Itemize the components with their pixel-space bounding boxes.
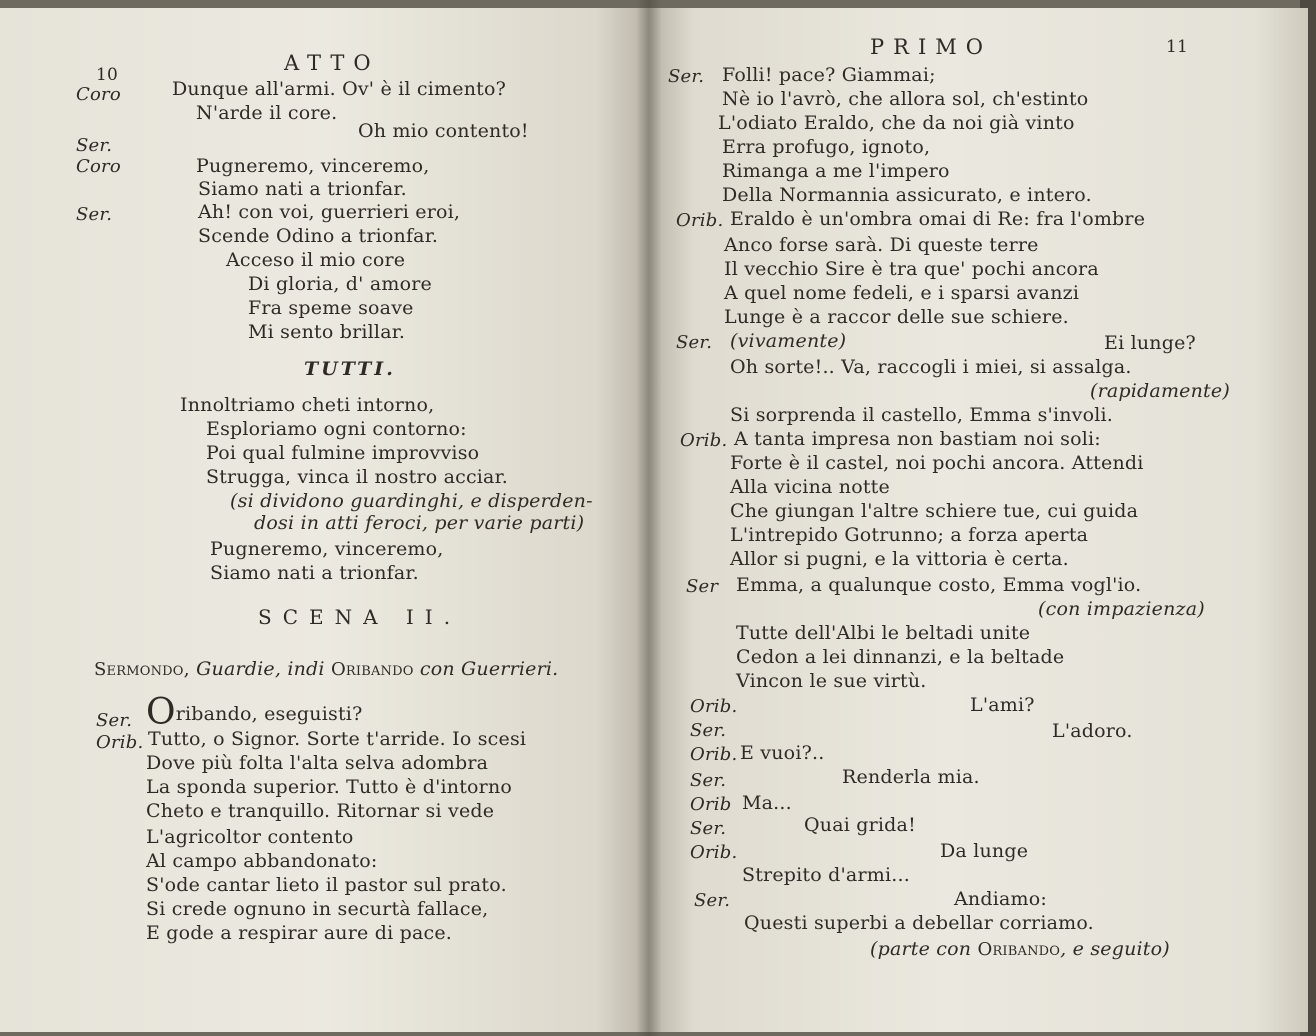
verse-line: Acceso il mio core [226, 249, 406, 271]
stage-direction: (si dividono guardinghi, e disperden- [230, 490, 593, 512]
verse-line: Da lunge [940, 840, 1029, 862]
verse-line: Ma... [742, 792, 792, 814]
speaker-label: Orib. [676, 210, 724, 231]
speaker-label: Ser. [668, 66, 705, 87]
verse-line: Al campo abbandonato: [146, 850, 378, 872]
verse-line: Scende Odino a trionfar. [198, 225, 439, 247]
verse-line: Innoltriamo cheti intorno, [180, 394, 435, 416]
verse-line: Ei lunge? [1104, 332, 1196, 354]
verse-line: Rimanga a me l'impero [722, 160, 950, 182]
verse-line: N'arde il core. [196, 102, 338, 124]
cast-guards: Guardie, indi [196, 658, 325, 680]
running-header-right: PRIMO [870, 35, 992, 59]
verse-line: Tutte dell'Albi le beltadi unite [736, 622, 1031, 644]
verse-line: Tutto, o Signor. Sorte t'arride. Io scesi [148, 728, 527, 750]
page-number-right: 11 [1166, 37, 1189, 57]
verse-text: ribando, eseguisti? [175, 703, 363, 725]
verse-line: Si crede ognuno in securtà fallace, [146, 898, 489, 920]
verse-line: La sponda superior. Tutto è d'intorno [146, 776, 513, 798]
stage-direction: (vivamente) [730, 330, 847, 352]
verse-line: Andiamo: [954, 888, 1047, 910]
speaker-label: Ser. [690, 720, 727, 741]
verse-line: Cheto e tranquillo. Ritornar si vede [146, 800, 495, 822]
verse-line: Renderla mia. [842, 766, 980, 788]
verse-line: Folli! pace? Giammai; [722, 64, 936, 86]
verse-line: L'adoro. [1052, 720, 1133, 742]
verse-line: Nè io l'avrò, che allora sol, ch'estinto [722, 88, 1089, 110]
verse-line: Alla vicina notte [730, 476, 890, 498]
verse-line: A tanta impresa non bastiam noi soli: [734, 428, 1101, 450]
speaker-label: Ser. [76, 204, 113, 225]
exit-pre: (parte con [870, 938, 972, 960]
verse-line: Pugneremo, vinceremo, [210, 538, 444, 560]
speaker-label: Ser. [96, 710, 133, 731]
verse-line: Dove più folta l'alta selva adombra [146, 752, 489, 774]
verse-line: Lunge è a raccor delle sue schiere. [724, 306, 1069, 328]
verse-line: Oh sorte!.. Va, raccogli i miei, si assalga. [730, 356, 1132, 378]
verse-line: Vincon le sue virtù. [736, 670, 927, 692]
speaker-label: Ser [686, 576, 719, 597]
verse-line: L'intrepido Gotrunno; a forza aperta [730, 524, 1089, 546]
left-page [0, 8, 648, 1032]
verse-line: Erra profugo, ignoto, [722, 136, 931, 158]
verse-line: Fra speme soave [248, 297, 414, 319]
stage-direction: dosi in atti feroci, per varie parti) [254, 512, 585, 534]
verse-line: Si sorprenda il castello, Emma s'involi. [730, 404, 1114, 426]
speaker-label: Orib. [690, 842, 738, 863]
verse-line: Anco forse sarà. Di queste terre [724, 234, 1039, 256]
speaker-label: Coro [76, 84, 121, 105]
scene-heading: SCENA II. [258, 605, 462, 629]
speaker-label: Coro [76, 156, 121, 177]
verse-line: Strepito d'armi... [742, 864, 910, 886]
verse-line: Ah! con voi, guerrieri eroi, [198, 201, 461, 223]
verse-line: Della Normannia assicurato, e intero. [722, 184, 1092, 206]
exit-stage-direction [870, 938, 1170, 961]
verse-line: Di gloria, d' amore [248, 273, 432, 295]
speaker-label: Orib. [690, 696, 738, 717]
verse-line: Siamo nati a trionfar. [198, 178, 407, 200]
cast-separator: , [183, 658, 190, 680]
verse-line: Questi superbi a debellar corriamo. [744, 912, 1094, 934]
cast-tail: con Guerrieri. [419, 658, 559, 680]
verse-line: Pugneremo, vinceremo, [196, 155, 430, 177]
speaker-label: Ser. [694, 890, 731, 911]
verse-line: L'ami? [970, 694, 1035, 716]
speaker-label: Ser. [676, 332, 713, 353]
cast-line [94, 658, 558, 681]
verse-line: Allor si pugni, e la vittoria è certa. [730, 548, 1069, 570]
verse-line: Quai grida! [804, 814, 916, 836]
verse-line: A quel nome fedeli, e i sparsi avanzi [724, 282, 1080, 304]
speaker-label: Orib. [96, 732, 144, 753]
speaker-label: Ser. [690, 818, 727, 839]
running-header-left: ATTO [284, 51, 380, 75]
verse-line: Oh mio contento! [358, 120, 529, 142]
verse-line: Esploriamo ogni contorno: [206, 418, 467, 440]
verse-line: S'ode cantar lieto il pastor sul prato. [146, 874, 507, 896]
right-page [648, 8, 1308, 1032]
verse-line: Emma, a qualunque costo, Emma vogl'io. [736, 574, 1142, 596]
verse-line: L'odiato Eraldo, che da noi già vinto [718, 112, 1075, 134]
stage-direction: (con impazienza) [1038, 598, 1205, 620]
exit-post: , e seguito) [1060, 938, 1170, 960]
verse-line: E gode a respirar aure di pace. [146, 922, 452, 944]
character-name: Sermondo [94, 659, 184, 680]
verse-line: Eraldo è un'ombra omai di Re: fra l'ombre [730, 208, 1146, 230]
verse-line: Forte è il castel, noi pochi ancora. Attendi [730, 452, 1144, 474]
verse-line: E vuoi?.. [740, 742, 825, 764]
verse-line: Siamo nati a trionfar. [210, 562, 419, 584]
speaker-label: Orib [690, 794, 732, 815]
verse-line: L'agricoltor contento [146, 826, 354, 848]
drop-initial: O [146, 692, 176, 733]
verse-line: Strugga, vinca il nostro acciar. [206, 466, 509, 488]
verse-line: Mi sento brillar. [248, 321, 406, 343]
speaker-label: Ser. [690, 770, 727, 791]
character-name: Oribando [977, 939, 1061, 960]
verse-line: Il vecchio Sire è tra que' pochi ancora [724, 258, 1099, 280]
verse-line: Cedon a lei dinnanzi, e la beltade [736, 646, 1065, 668]
verse-line: Poi qual fulmine improvviso [206, 442, 480, 464]
tutti-heading: TUTTI. [304, 358, 396, 380]
verse-line: Dunque all'armi. Ov' è il cimento? [172, 78, 507, 100]
speaker-label: Orib. [680, 430, 728, 451]
book-gutter [636, 0, 662, 1036]
speaker-label: Ser. [76, 135, 113, 156]
page-number-left: 10 [96, 65, 119, 85]
speaker-label: Orib. [690, 744, 738, 765]
character-name: Oribando [330, 659, 414, 680]
verse-line: Che giungan l'altre schiere tue, cui guida [730, 500, 1139, 522]
stage-direction: (rapidamente) [1090, 380, 1230, 402]
